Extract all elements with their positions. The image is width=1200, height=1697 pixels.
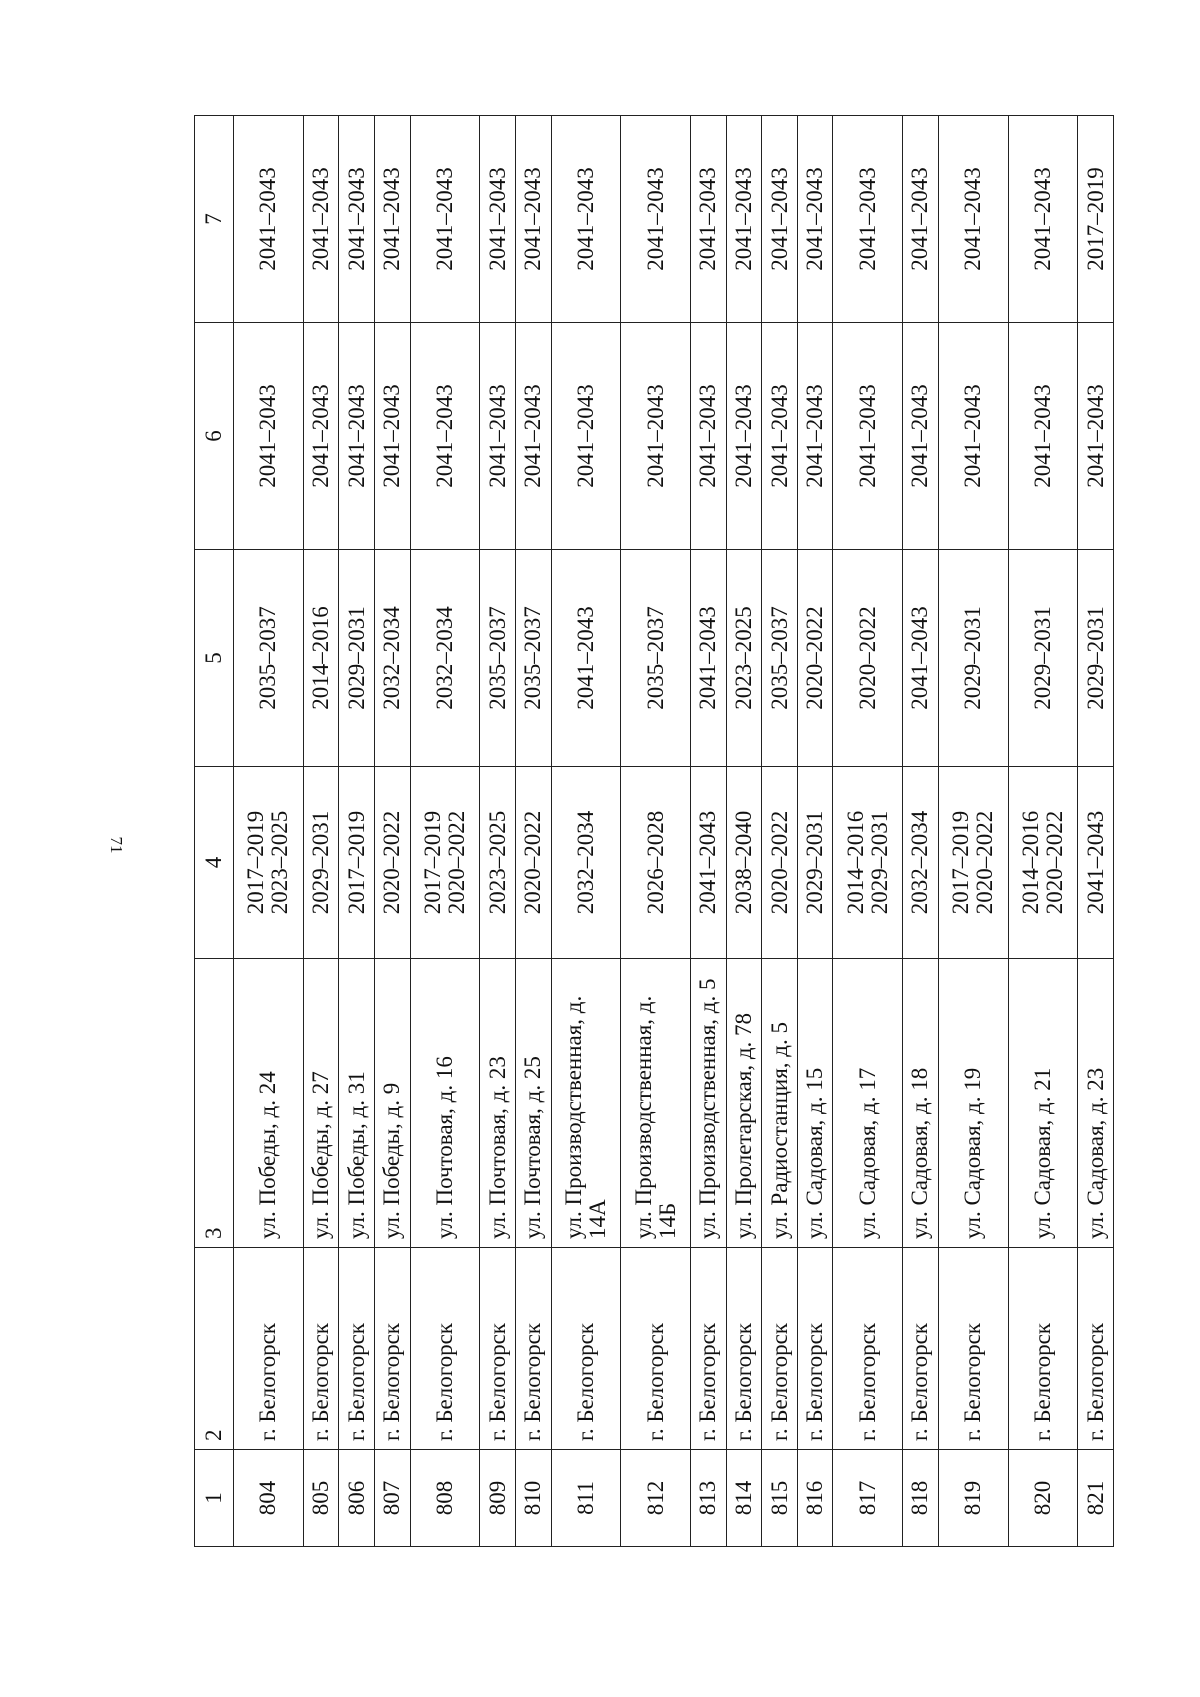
period-cell-col6: 2041–2043 [374, 323, 410, 550]
period-cell-col4 [515, 767, 551, 959]
period-cell-col6: 2041–2043 [726, 323, 762, 550]
table-row [1078, 116, 1114, 1547]
table-row [234, 116, 304, 1547]
period-cell-col6: 2041–2043 [833, 323, 903, 550]
period-cell-col7: 2041–2043 [797, 116, 833, 323]
city-cell: г. Белогорск [339, 1248, 375, 1450]
period-cell-col6: 2041–2043 [797, 323, 833, 550]
city-cell: г. Белогорск [762, 1248, 798, 1450]
period-cell-col5: 2029–2031 [339, 550, 375, 767]
city-cell: г. Белогорск [1078, 1248, 1114, 1450]
period-cell-col6: 2041–2043 [1078, 323, 1114, 550]
period-cell-col4 [1078, 767, 1114, 959]
city-cell: г. Белогорск [480, 1248, 516, 1450]
address-cell: ул. Производственная, д. 5 [691, 959, 727, 1248]
period-cell-col4 [762, 767, 798, 959]
period-cell-col5: 2035–2037 [621, 550, 691, 767]
period-cell-col4 [903, 767, 939, 959]
period-cell-col4 [726, 767, 762, 959]
period-cell-col4 [833, 767, 903, 959]
period-cell-col5: 2032–2034 [410, 550, 480, 767]
period-cell-col7: 2041–2043 [833, 116, 903, 323]
period-value: 2020–2022 [379, 810, 405, 915]
period-cell-col4 [551, 767, 621, 959]
table-row [938, 116, 1008, 1547]
period-cell-col4 [374, 767, 410, 959]
table-row [410, 116, 480, 1547]
address-cell: ул. Садовая, д. 15 [797, 959, 833, 1248]
address-cell: ул. Победы, д. 9 [374, 959, 410, 1248]
period-cell-col4 [621, 767, 691, 959]
table-row [621, 116, 691, 1547]
period-value: 2017–2019 [243, 810, 269, 915]
table-row [1008, 116, 1078, 1547]
row-number-cell: 819 [938, 1450, 1008, 1547]
address-cell: ул. Садовая, д. 19 [938, 959, 1008, 1248]
table-row [339, 116, 375, 1547]
period-cell-col7: 2041–2043 [515, 116, 551, 323]
period-cell-col6: 2041–2043 [339, 323, 375, 550]
address-cell: ул. Производственная, д. 14А [551, 959, 621, 1248]
period-cell-col5: 2029–2031 [938, 550, 1008, 767]
period-cell-col7: 2041–2043 [938, 116, 1008, 323]
period-cell-col6: 2041–2043 [938, 323, 1008, 550]
row-number-cell: 813 [691, 1450, 727, 1547]
period-value: 2041–2043 [695, 810, 721, 915]
period-cell-col7: 2041–2043 [621, 116, 691, 323]
address-cell: ул. Почтовая, д. 16 [410, 959, 480, 1248]
period-cell-col6: 2041–2043 [551, 323, 621, 550]
table-row [374, 116, 410, 1547]
period-cell-col4 [691, 767, 727, 959]
address-cell: ул. Почтовая, д. 25 [515, 959, 551, 1248]
city-cell: г. Белогорск [833, 1248, 903, 1450]
table-row [551, 116, 621, 1547]
city-cell: г. Белогорск [515, 1248, 551, 1450]
period-cell-col5: 2014–2016 [303, 550, 339, 767]
period-cell-col7: 2041–2043 [374, 116, 410, 323]
city-cell: г. Белогорск [691, 1248, 727, 1450]
column-header-4: 4 [195, 767, 234, 959]
column-header-6: 6 [195, 323, 234, 550]
period-value: 2017–2019 [948, 810, 974, 915]
row-number-cell: 812 [621, 1450, 691, 1547]
period-cell-col6: 2041–2043 [410, 323, 480, 550]
period-value: 2026–2028 [642, 810, 668, 915]
period-cell-col5: 2032–2034 [374, 550, 410, 767]
period-cell-col4 [480, 767, 516, 959]
row-number-cell: 810 [515, 1450, 551, 1547]
row-number-cell: 815 [762, 1450, 798, 1547]
period-cell-col4 [234, 767, 304, 959]
city-cell: г. Белогорск [726, 1248, 762, 1450]
city-cell: г. Белогорск [551, 1248, 621, 1450]
period-value: 2020–2022 [1041, 810, 1067, 915]
address-cell: ул. Садовая, д. 17 [833, 959, 903, 1248]
period-cell-col7: 2041–2043 [480, 116, 516, 323]
period-value: 2041–2043 [1082, 810, 1108, 915]
city-cell: г. Белогорск [410, 1248, 480, 1450]
period-cell-col4 [938, 767, 1008, 959]
period-cell-col7: 2041–2043 [762, 116, 798, 323]
row-number-cell: 820 [1008, 1450, 1078, 1547]
period-value: 2038–2040 [730, 810, 756, 915]
table-row [303, 116, 339, 1547]
city-cell: г. Белогорск [303, 1248, 339, 1450]
city-cell: г. Белогорск [938, 1248, 1008, 1450]
period-cell-col5: 2029–2031 [1078, 550, 1114, 767]
city-cell: г. Белогорск [621, 1248, 691, 1450]
address-cell: ул. Победы, д. 24 [234, 959, 304, 1248]
period-value: 2017–2019 [419, 810, 445, 915]
row-number-cell: 817 [833, 1450, 903, 1547]
city-cell: г. Белогорск [903, 1248, 939, 1450]
period-cell-col7: 2041–2043 [726, 116, 762, 323]
period-cell-col6: 2041–2043 [234, 323, 304, 550]
period-cell-col5: 2029–2031 [1008, 550, 1078, 767]
period-cell-col5: 2020–2022 [833, 550, 903, 767]
table-row [691, 116, 727, 1547]
period-cell-col5: 2035–2037 [480, 550, 516, 767]
period-value: 2014–2016 [842, 810, 868, 915]
period-cell-col6: 2041–2043 [762, 323, 798, 550]
row-number-cell: 811 [551, 1450, 621, 1547]
table-row [797, 116, 833, 1547]
row-number-cell: 816 [797, 1450, 833, 1547]
column-header-2: 2 [195, 1248, 234, 1450]
city-cell: г. Белогорск [234, 1248, 304, 1450]
table-row [480, 116, 516, 1547]
address-cell: ул. Садовая, д. 18 [903, 959, 939, 1248]
period-cell-col4 [797, 767, 833, 959]
period-cell-col6: 2041–2043 [515, 323, 551, 550]
table-body [234, 116, 1114, 1547]
address-cell: ул. Производственная, д. 14Б [621, 959, 691, 1248]
period-value: 2017–2019 [343, 810, 369, 915]
row-number-cell: 807 [374, 1450, 410, 1547]
period-cell-col7: 2041–2043 [303, 116, 339, 323]
row-number-cell: 804 [234, 1450, 304, 1547]
row-number-cell: 805 [303, 1450, 339, 1547]
period-cell-col5: 2023–2025 [726, 550, 762, 767]
address-cell: ул. Садовая, д. 23 [1078, 959, 1114, 1248]
column-header-1: 1 [195, 1450, 234, 1547]
period-value: 2032–2034 [907, 810, 933, 915]
period-cell-col6: 2041–2043 [1008, 323, 1078, 550]
table-header-row [195, 116, 234, 1547]
period-cell-col5: 2035–2037 [762, 550, 798, 767]
period-cell-col7: 2041–2043 [551, 116, 621, 323]
period-cell-col7: 2041–2043 [410, 116, 480, 323]
period-cell-col7: 2041–2043 [339, 116, 375, 323]
period-value: 2020–2022 [766, 810, 792, 915]
schedule-table [194, 115, 1114, 1547]
period-cell-col6: 2041–2043 [480, 323, 516, 550]
row-number-cell: 814 [726, 1450, 762, 1547]
address-cell: ул. Садовая, д. 21 [1008, 959, 1078, 1248]
period-cell-col7: 2017–2019 [1078, 116, 1114, 323]
city-cell: г. Белогорск [374, 1248, 410, 1450]
period-cell-col4 [410, 767, 480, 959]
row-number-cell: 809 [480, 1450, 516, 1547]
address-cell: ул. Пролетарская, д. 78 [726, 959, 762, 1248]
column-header-7: 7 [195, 116, 234, 323]
address-cell: ул. Победы, д. 27 [303, 959, 339, 1248]
period-value: 2023–2025 [484, 810, 510, 915]
address-cell: ул. Победы, д. 31 [339, 959, 375, 1248]
row-number-cell: 821 [1078, 1450, 1114, 1547]
period-cell-col5: 2041–2043 [691, 550, 727, 767]
period-cell-col6: 2041–2043 [903, 323, 939, 550]
period-cell-col7: 2041–2043 [234, 116, 304, 323]
period-cell-col5: 2041–2043 [903, 550, 939, 767]
table-row [515, 116, 551, 1547]
address-cell: ул. Радиостанция, д. 5 [762, 959, 798, 1248]
page-number: 71 [107, 836, 126, 854]
period-cell-col4 [303, 767, 339, 959]
period-value: 2029–2031 [866, 810, 892, 915]
period-cell-col5: 2020–2022 [797, 550, 833, 767]
period-value: 2020–2022 [443, 810, 469, 915]
column-header-5: 5 [195, 550, 234, 767]
city-cell: г. Белогорск [797, 1248, 833, 1450]
period-cell-col6: 2041–2043 [303, 323, 339, 550]
period-value: 2029–2031 [308, 810, 334, 915]
city-cell: г. Белогорск [1008, 1248, 1078, 1450]
table-row [833, 116, 903, 1547]
address-cell: ул. Почтовая, д. 23 [480, 959, 516, 1248]
period-cell-col4 [339, 767, 375, 959]
period-cell-col6: 2041–2043 [621, 323, 691, 550]
period-value: 2014–2016 [1017, 810, 1043, 915]
period-value: 2023–2025 [267, 810, 293, 915]
period-cell-col5: 2035–2037 [515, 550, 551, 767]
period-cell-col4 [1008, 767, 1078, 959]
rotated-table-container [194, 143, 1114, 1547]
period-value: 2029–2031 [802, 810, 828, 915]
period-cell-col5: 2041–2043 [551, 550, 621, 767]
row-number-cell: 806 [339, 1450, 375, 1547]
period-cell-col6: 2041–2043 [691, 323, 727, 550]
period-value: 2020–2022 [520, 810, 546, 915]
period-value: 2020–2022 [972, 810, 998, 915]
column-header-3: 3 [195, 959, 234, 1248]
period-cell-col7: 2041–2043 [1008, 116, 1078, 323]
table-row [903, 116, 939, 1547]
period-cell-col7: 2041–2043 [903, 116, 939, 323]
row-number-cell: 818 [903, 1450, 939, 1547]
period-value: 2032–2034 [572, 810, 598, 915]
row-number-cell: 808 [410, 1450, 480, 1547]
table-row [726, 116, 762, 1547]
table-row [762, 116, 798, 1547]
period-cell-col5: 2035–2037 [234, 550, 304, 767]
period-cell-col7: 2041–2043 [691, 116, 727, 323]
